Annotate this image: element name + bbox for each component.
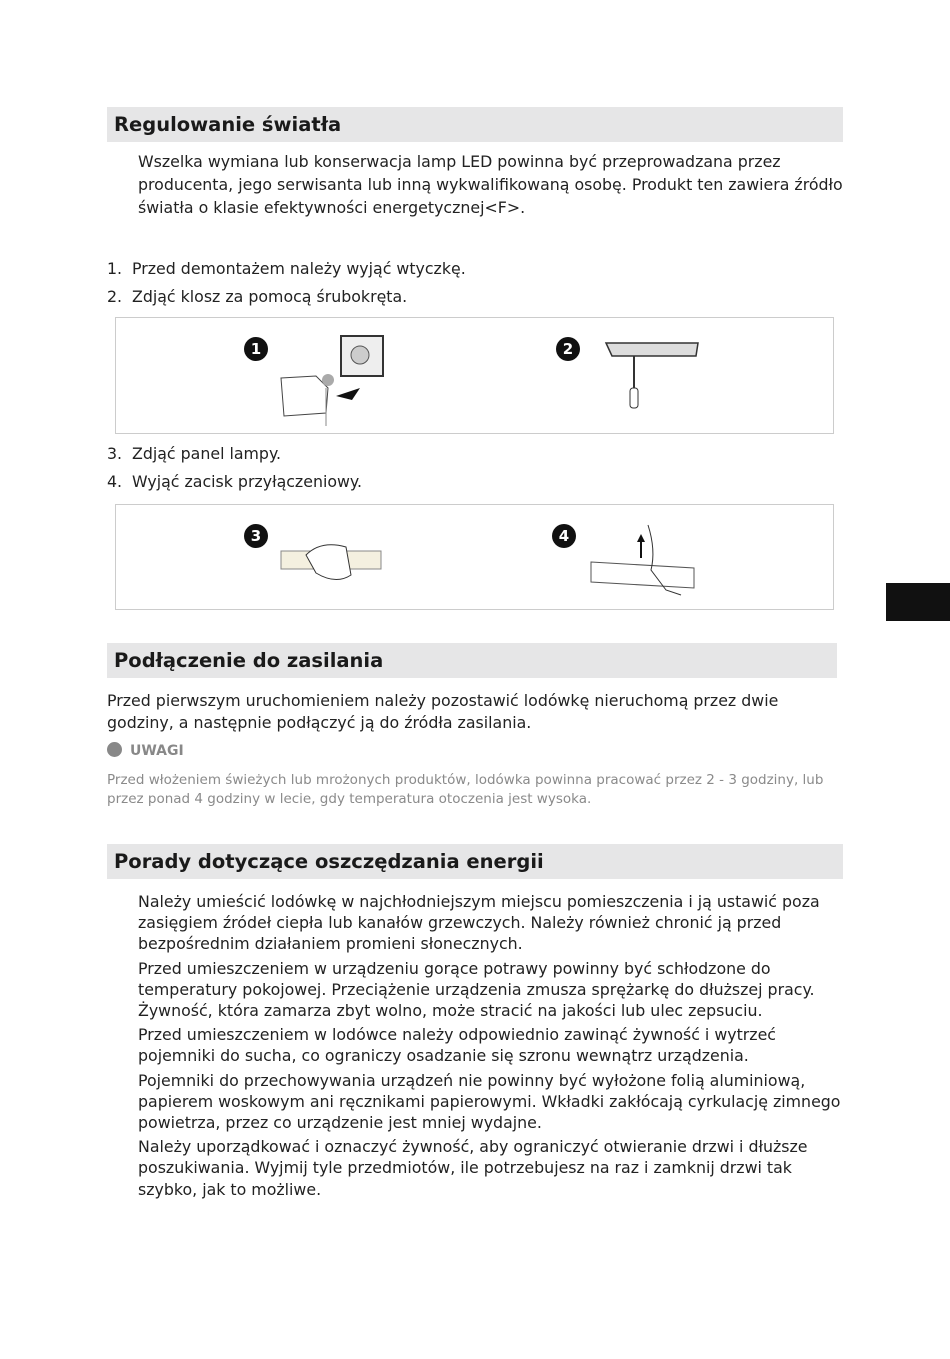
tip-paragraph: Należy umieścić lodówkę w najchłodniejszym miejscu pomieszczenia i ją ustawić poza zasięgiem źródeł ciepła lub kanałów grzewczych. Należy również chronić ją przed bezpośrednim działaniem promieni słonecznych.	[138, 892, 820, 954]
figure-badge-2: 2	[556, 337, 580, 361]
power-paragraph: Przed pierwszym uruchomieniem należy pozostawić lodówkę nieruchomą przez dwie godziny, a następnie podłączyć ją do źródła zasilania.	[107, 691, 779, 732]
panel-removal-illustration	[276, 535, 386, 595]
unplug-illustration	[276, 328, 396, 428]
step-3	[107, 444, 281, 463]
tip-paragraph: Należy uporządkować i oznaczyć żywność, aby ograniczyć otwieranie drzwi i dłuższe poszukiwania. Wyjmij tyle przedmiotów, ile potrzebujesz na raz i zamknij drzwi tak szybko, jak to możliwe.	[138, 1137, 808, 1199]
step-2	[107, 287, 407, 306]
step-text: Zdjąć panel lampy.	[132, 444, 282, 463]
tip-paragraph: Przed umieszczeniem w urządzeniu gorące potrawy powinny być schłodzone do temperatury pokojowej. Przeciążenie urządzenia zmusza sprężarkę do dłuższej pracy. Żywność, która zamarza zbyt wolno, może stracić na jakości lub ulec zepsuciu.	[138, 958, 815, 1021]
step-number: 4.	[107, 472, 123, 491]
tip-paragraph: Przed umieszczeniem w lodówce należy odpowiednio zawinąć żywność i wytrzeć pojemniki do sucha, co ograniczy osadzanie się szronu wewnątrz urządzenia.	[138, 1025, 776, 1066]
lightbulb-icon	[107, 742, 122, 757]
step-text: Przed demontażem należy wyjąć wtyczkę.	[132, 259, 466, 278]
terminal-removal-illustration	[586, 520, 706, 600]
section-heading-energy: Porady dotyczące oszczędzania energii	[107, 844, 843, 879]
step-number: 2.	[107, 287, 123, 306]
step-number: 3.	[107, 444, 123, 463]
section-heading-light: Regulowanie światła	[107, 107, 843, 142]
step-4	[107, 472, 362, 491]
note-header	[107, 742, 184, 759]
figure-badge-1: 1	[244, 337, 268, 361]
energy-tips	[138, 891, 848, 1200]
light-paragraph: Wszelka wymiana lub konserwacja lamp LED powinna być przeprowadzana przez producenta, jego serwisanta lub inną wykwalifikowaną osobę. Produkt ten zawiera źródło światła o klasie efektywności energetycznej<F>.	[138, 152, 843, 217]
tip-paragraph: Pojemniki do przechowywania urządzeń nie powinny być wyłożone folią aluminiową, papierem woskowym ani ręcznikami papierowymi. Wkładki zakłócają cyrkulację zimnego powietrza, przez co urządzenie jest mniej wydajne.	[138, 1070, 841, 1133]
note-text: Przed włożeniem świeżych lub mrożonych produktów, lodówka powinna pracować przez 2 - 3 godziny, lub przez ponad 4 godziny w lecie, gdy temperatura otoczenia jest wysoka.	[107, 772, 824, 807]
figure-box-1-2	[115, 317, 834, 434]
figure-box-3-4	[115, 504, 834, 610]
section-heading-power: Podłączenie do zasilania	[107, 643, 837, 678]
figure-badge-3: 3	[244, 524, 268, 548]
page-edge-tab	[886, 583, 950, 621]
note-label: UWAGI	[130, 743, 184, 759]
step-text: Wyjąć zacisk przyłączeniowy.	[132, 472, 363, 491]
step-text: Zdjąć klosz za pomocą śrubokręta.	[132, 287, 408, 306]
step-number: 1.	[107, 259, 123, 278]
figure-badge-4: 4	[552, 524, 576, 548]
screwdriver-illustration	[604, 338, 704, 438]
step-1	[107, 259, 466, 278]
